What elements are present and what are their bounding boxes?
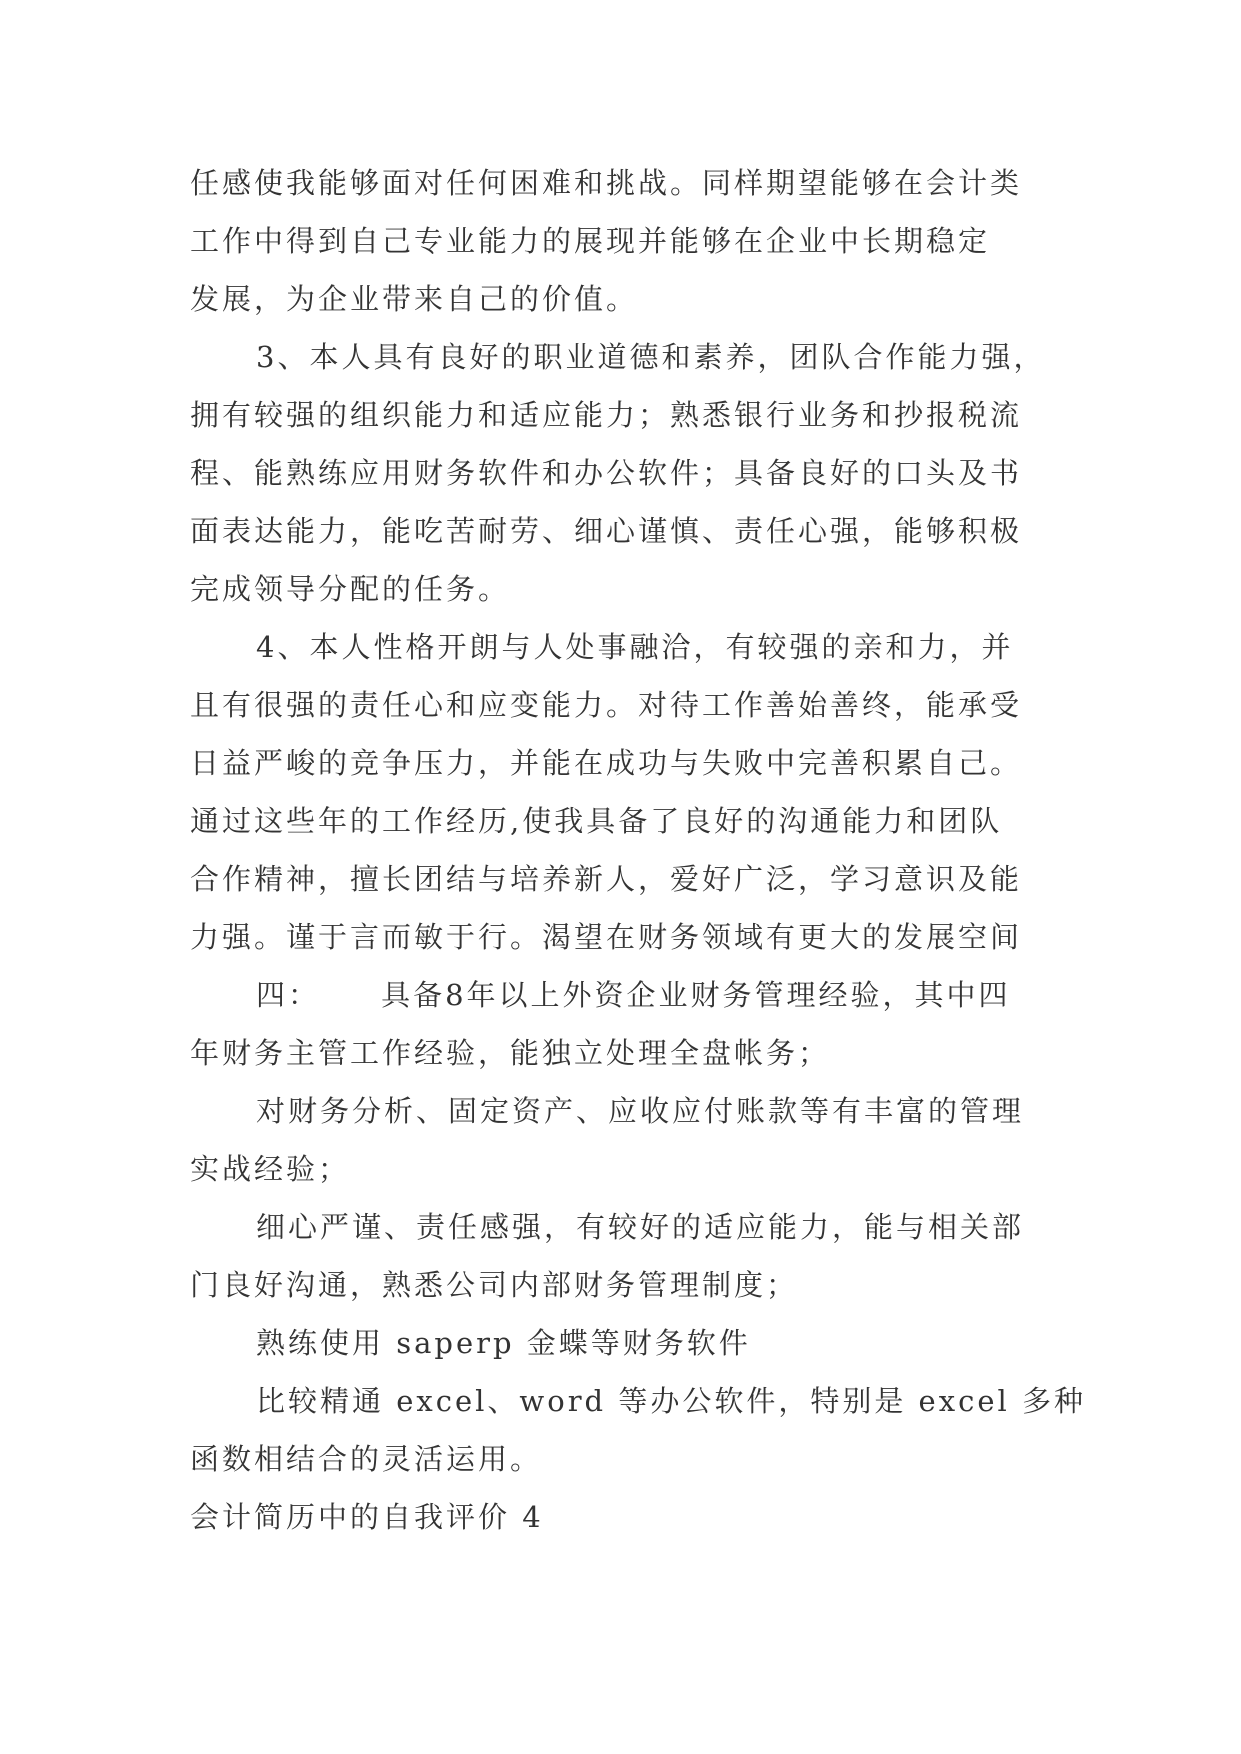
section-four-start: 四： 具备8年以上外资企业财务管理经验，其中四: [256, 978, 1011, 1012]
bullet-paragraph: 细心严谨、责任感强，有较好的适应能力，能与相关部: [256, 1210, 1025, 1244]
text-line: 拥有较强的组织能力和适应能力；熟悉银行业务和抄报税流: [190, 398, 1023, 432]
text-line: 程、能熟练应用财务软件和办公软件；具备良好的口头及书: [190, 456, 1023, 490]
text-line: 日益严峻的竞争压力，并能在成功与失败中完善积累自己。: [190, 746, 1023, 780]
text-line: 年财务主管工作经验，能独立处理全盘帐务；: [190, 1036, 831, 1070]
text-line: 合作精神，擅长团结与培养新人，爱好广泛，学习意识及能: [190, 862, 1023, 896]
bullet-paragraph: 熟练使用 saperp 金蝶等财务软件: [256, 1326, 751, 1360]
text-line: 完成领导分配的任务。: [190, 572, 511, 606]
text-line: 门良好沟通，熟悉公司内部财务管理制度；: [190, 1268, 799, 1302]
text-line: 通过这些年的工作经历,使我具备了良好的沟通能力和团队: [190, 804, 1003, 838]
bullet-paragraph: 对财务分析、固定资产、应收应付账款等有丰富的管理: [256, 1094, 1025, 1128]
section-heading: 会计简历中的自我评价 4: [190, 1500, 544, 1534]
paragraph-3-start: 3、本人具有良好的职业道德和素养，团队合作能力强，: [256, 340, 1046, 374]
text-line: 实战经验；: [190, 1152, 351, 1186]
text-line: 函数相结合的灵活运用。: [190, 1442, 543, 1476]
text-line: 发展，为企业带来自己的价值。: [190, 282, 639, 316]
text-line: 工作中得到自己专业能力的展现并能够在企业中长期稳定: [190, 224, 991, 258]
text-line: 任感使我能够面对任何困难和挑战。同样期望能够在会计类: [190, 166, 1023, 200]
bullet-paragraph: 比较精通 excel、word 等办公软件，特别是 excel 多种: [256, 1384, 1086, 1418]
text-line: 力强。谨于言而敏于行。渴望在财务领域有更大的发展空间: [190, 920, 1023, 954]
document-body: [190, 154, 1086, 1546]
text-line: 面表达能力，能吃苦耐劳、细心谨慎、责任心强，能够积极: [190, 514, 1023, 548]
text-line: 且有很强的责任心和应变能力。对待工作善始善终，能承受: [190, 688, 1023, 722]
paragraph-4-start: 4、本人性格开朗与人处事融洽，有较强的亲和力，并: [256, 630, 1014, 664]
